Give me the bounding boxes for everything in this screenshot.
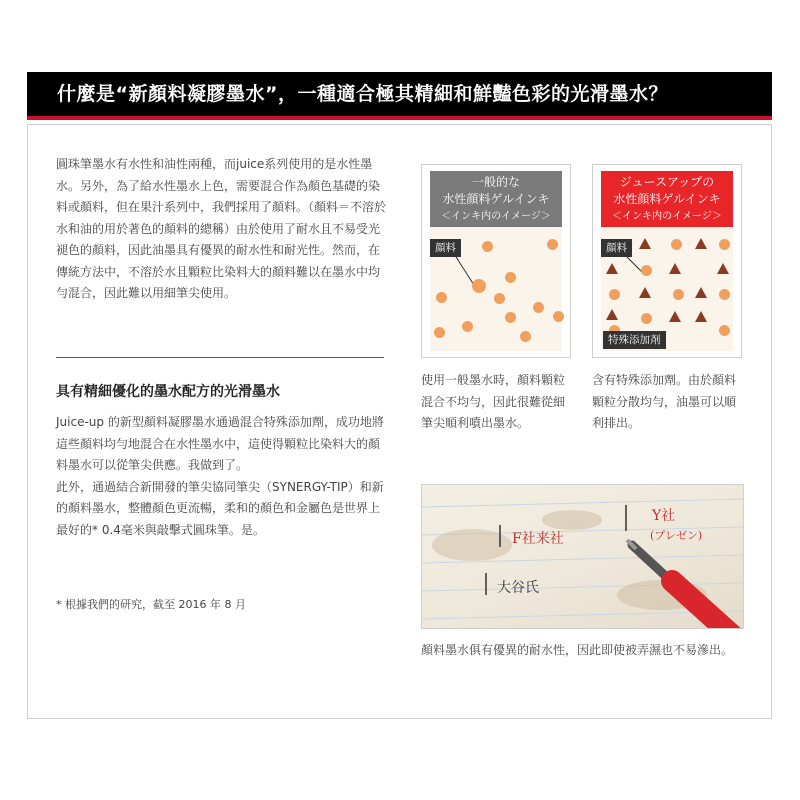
additive-particle <box>669 311 681 322</box>
section-paragraph-1: Juice-up 的新型顏料凝膠墨水通過混合特殊添加劑，成功地將這些顏料均勻地混合在水性墨水中，這使得顆粒比染料大的顏料墨水可以從筆尖供應。我做到了。 <box>56 415 384 472</box>
additive-particle <box>606 263 618 274</box>
general-ink-title-1: 一般的な <box>471 175 520 189</box>
page-title: 什麼是“新顏料凝膠墨水”，一種適合極其精細和鮮豔色彩的光滑墨水？ <box>57 83 668 105</box>
additive-particle <box>669 263 681 274</box>
pigment-particle <box>533 302 544 313</box>
handwriting-otani: 大谷氏 <box>497 580 539 596</box>
juiceup-ink-subtitle: ＜インキ内のイメージ＞ <box>612 211 722 222</box>
general-ink-caption: 使用一般墨水時，顏料顆粒混合不均勻，因此很難從細筆尖順利噴出墨水。 <box>421 373 566 430</box>
water-resistance-photo <box>421 484 744 629</box>
pigment-particle <box>462 321 473 332</box>
pigment-particle <box>520 331 531 342</box>
pigment-particle <box>719 289 730 300</box>
pigment-particle <box>671 239 682 250</box>
notebook-illustration <box>422 485 743 628</box>
pigment-particle <box>434 327 445 338</box>
handwriting-y-company: Y社 <box>652 508 676 524</box>
additive-particle <box>639 238 651 249</box>
pigment-particle <box>472 279 486 293</box>
additive-particle <box>695 287 707 298</box>
pigment-particle <box>553 311 564 322</box>
pigment-particle <box>547 239 558 250</box>
photo-caption: 顏料墨水俱有優異的耐水性，因此即使被弄濕也不易滲出。 <box>421 643 734 657</box>
pigment-particle <box>719 239 730 250</box>
pigment-particle <box>505 312 516 323</box>
additive-particle <box>606 309 618 320</box>
general-ink-diagram-header <box>430 171 562 227</box>
handwriting-presentation: (プレゼン) <box>650 529 703 542</box>
additive-particle <box>695 311 707 322</box>
handwriting-f-company: F社来社 <box>512 531 564 547</box>
general-ink-particles <box>430 227 562 351</box>
pointer-line <box>430 227 562 351</box>
juiceup-ink-diagram-header <box>601 171 733 227</box>
section-title: 具有精細優化的墨水配方的光滑墨水 <box>56 384 280 400</box>
pigment-particle <box>641 265 652 276</box>
pigment-tag: 顔料 <box>430 239 461 257</box>
section-paragraph-2: 此外，通過結合新開發的筆尖協同筆尖（SYNERGY-TIP）和新的顏料墨水，整體顏色更流暢，柔和的顏色和金屬色是世界上最好的* 0.4毫米與敲擊式圓珠筆。是。 <box>56 479 384 537</box>
juiceup-ink-diagram <box>592 164 742 358</box>
additive-particle <box>717 263 729 274</box>
juiceup-ink-title-1: ジュースアップの <box>619 175 715 189</box>
general-ink-title-2: 水性顔料ゲルインキ <box>442 192 550 206</box>
juiceup-ink-caption: 含有特殊添加劑。由於顏料顆粒分散均勻，油墨可以順利排出。 <box>592 373 737 430</box>
pigment-particle <box>494 293 505 304</box>
pigment-particle <box>609 289 620 300</box>
pigment-particle <box>505 272 516 283</box>
pigment-particle <box>436 292 447 303</box>
additive-particle <box>639 287 651 298</box>
general-ink-subtitle: ＜インキ内のイメージ＞ <box>441 211 551 222</box>
pigment-particle <box>482 241 493 252</box>
juiceup-ink-title-2: 水性顔料ゲルインキ <box>613 192 721 206</box>
pigment-tag: 顔料 <box>601 239 632 257</box>
section-body <box>56 412 386 541</box>
juiceup-ink-particles <box>601 227 733 351</box>
pigment-particle <box>673 289 684 300</box>
footnote: * 根據我們的研究，截至 2016 年 8 月 <box>56 598 246 611</box>
pigment-particle <box>641 313 652 324</box>
pigment-particle <box>719 325 730 336</box>
special-additive-tag: 特殊添加剤 <box>603 331 666 349</box>
general-ink-diagram <box>421 164 571 358</box>
additive-particle <box>695 238 707 249</box>
intro-paragraph: 圓珠筆墨水有水性和油性兩種，而juice系列使用的是水性墨水。另外，為了給水性墨水上色，需要混合作為顏色基礎的染料或顏料，但在果汁系列中，我們採用了顏料。（顏料＝不溶於水和油的用於著色的顏料的總稱）由於使用了耐水且不易受光褪色的顏料，因此油墨具有優異的耐水性和耐光性。然而，在傳統方法中，不溶於水且顆粒比染料大的顏料難以在墨水中均勻混合，因此難以用細筆尖使用。 <box>56 157 387 300</box>
section-divider <box>56 357 384 358</box>
page-header <box>27 72 772 120</box>
